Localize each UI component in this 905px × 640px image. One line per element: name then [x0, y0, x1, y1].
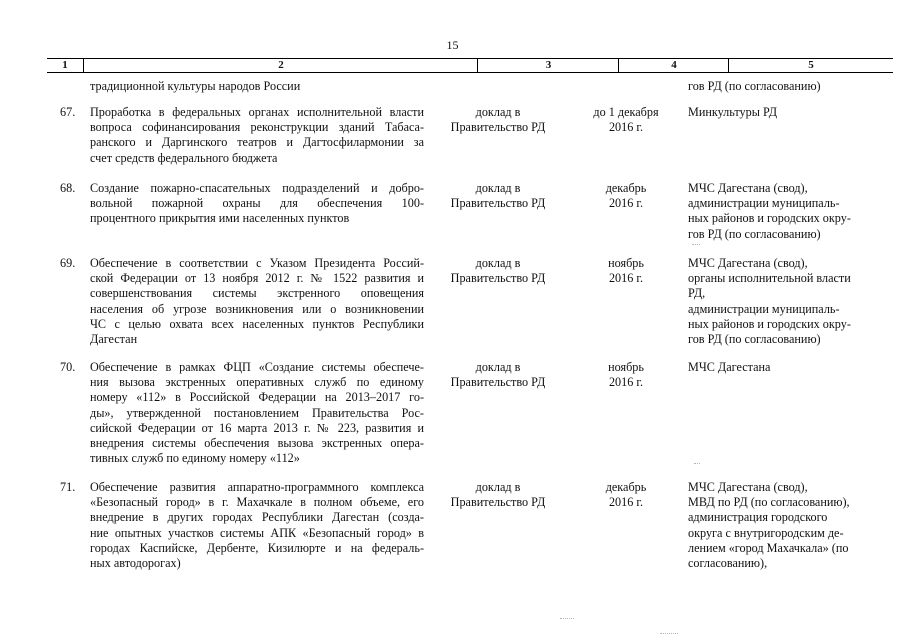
report-form-line: доклад в [475, 256, 521, 270]
task-text-line: совершенствования системы экстренного оповещения [90, 286, 424, 301]
deadline-line: 2016 г. [608, 120, 644, 135]
report-form-line: Правительство РД [450, 271, 546, 286]
responsible-line: МЧС Дагестана (свод), [688, 181, 808, 195]
report-form-line: доклад в [475, 105, 521, 119]
task-text-line: ния вызова экстренных оперативных служб по единому [90, 375, 424, 390]
task-text-line: процентного прикрытия ими населенных пунктов [90, 211, 350, 226]
header-col-2: 2 [83, 59, 478, 72]
task-text-line: Обеспечение в рамках ФЦП «Создание системы обеспече- [90, 360, 424, 374]
task-text-line: вольной пожарной охраны для обеспечения 100- [90, 196, 424, 211]
responsible-line: МВД по РД (по согласованию), [688, 495, 850, 510]
task-text-line: Дагестан [90, 332, 138, 346]
task-text-line: Обеспечение в соответствии с Указом Президента Россий- [90, 256, 424, 270]
responsible-line: Минкультуры РД [688, 105, 778, 119]
row-number: 69. [60, 256, 76, 270]
responsible-line: РД, [688, 286, 706, 301]
task-text-line: вопроса софинансирования реконструкции зданий Табаса- [90, 120, 424, 135]
task-text-line: тивных служб по единому номеру «112» [90, 451, 300, 466]
responsible-line: ных районов и городских окру- [688, 316, 851, 331]
row-number: 70. [60, 360, 76, 374]
task-text-line: сийской Федерации от 16 марта 2013 г. № 223, развития и [90, 420, 424, 435]
deadline-line: декабрь [605, 181, 647, 195]
header-col-5: 5 [728, 59, 893, 72]
task-text-line: ных автодорогах) [90, 556, 181, 570]
deadline-line: до 1 декабря [593, 105, 659, 119]
task-text-line: ской Федерации от 13 ноября 2012 г. № 1522 развития и [90, 271, 424, 286]
task-text-line: «Безопасный город» в г. Махачкале в полном объеме, его [90, 495, 424, 510]
report-form-line: доклад в [475, 480, 521, 494]
task-text-line: внедрение в других городах Республики Дагестан (созда- [90, 510, 424, 525]
scan-dots [692, 244, 700, 245]
report-form-line: Правительство РД [450, 495, 546, 510]
responsible-line: органы исполнительной власти [688, 271, 851, 286]
deadline-line: декабрь [605, 480, 647, 494]
task-text-line: городах Каспийске, Дербенте, Кизилюрте и на федераль- [90, 540, 424, 555]
task-text-line: номеру «112» в Российской Федерации на 2013–2017 го- [90, 390, 424, 405]
responsible-line: гов РД (по согласованию) [688, 332, 821, 346]
scan-dots [560, 618, 574, 619]
task-text-line: внедрения системы обеспечения вызова экстренных опера- [90, 436, 424, 450]
scan-dots [660, 633, 678, 634]
deadline-line: 2016 г. [608, 271, 644, 286]
header-col-4: 4 [618, 59, 729, 72]
responsible-line: согласованию), [688, 556, 768, 570]
row-number: 67. [60, 105, 76, 119]
deadline-line: 2016 г. [608, 196, 644, 211]
continuation-responsible: гов РД (по согласованию) [688, 79, 821, 93]
deadline-line: 2016 г. [608, 495, 644, 510]
task-text-line: ранского и Даргинского театров и Дагтосфилармонии за [90, 135, 424, 150]
scan-dots [694, 463, 700, 464]
row-number: 68. [60, 181, 76, 195]
responsible-line: МЧС Дагестана (свод), [688, 256, 808, 270]
responsible-line: администрация городского [688, 510, 828, 525]
responsible-line: администрации муниципаль- [688, 301, 840, 316]
deadline-line: 2016 г. [608, 375, 644, 390]
responsible-line: ных районов и городских окру- [688, 211, 851, 226]
responsible-line: округа с внутригородским де- [688, 525, 844, 540]
report-form-line: доклад в [475, 181, 521, 195]
task-text-line: ние опытных участков системы АПК «Безопасный город» в [90, 525, 424, 540]
responsible-line: лением «город Махачкала» (по [688, 540, 849, 555]
report-form-line: доклад в [475, 360, 521, 374]
task-text-line: Обеспечение развития аппаратно-программного комплекса [90, 480, 424, 494]
task-text-line: Создание пожарно-спасательных подразделений и добро- [90, 181, 424, 195]
deadline-line: ноябрь [608, 360, 644, 374]
report-form-line: Правительство РД [450, 375, 546, 390]
responsible-line: МЧС Дагестана (свод), [688, 480, 808, 494]
report-form-line: Правительство РД [450, 120, 546, 135]
task-text-line: населения об угрозе возникновения или о возникновении [90, 301, 424, 316]
header-col-1: 1 [62, 59, 68, 71]
task-text-line: ды», утвержденной постановлением Правительства Рос- [90, 405, 424, 420]
responsible-line: гов РД (по согласованию) [688, 226, 821, 241]
task-text-line: счет средств федерального бюджета [90, 150, 278, 165]
row-number: 71. [60, 480, 76, 494]
continuation-text: традиционной культуры народов России [90, 79, 301, 93]
responsible-line: МЧС Дагестана [688, 360, 771, 374]
table-header [47, 58, 893, 73]
task-text-line: ЧС с целью охвата всех населенных пунктов Республики [90, 316, 424, 331]
page-number: 15 [446, 38, 459, 52]
task-text-line: Проработка в федеральных органах исполнительной власти [90, 105, 424, 119]
header-col-3: 3 [477, 59, 619, 72]
report-form-line: Правительство РД [450, 196, 546, 211]
deadline-line: ноябрь [608, 256, 644, 270]
responsible-line: администрации муниципаль- [688, 196, 840, 211]
